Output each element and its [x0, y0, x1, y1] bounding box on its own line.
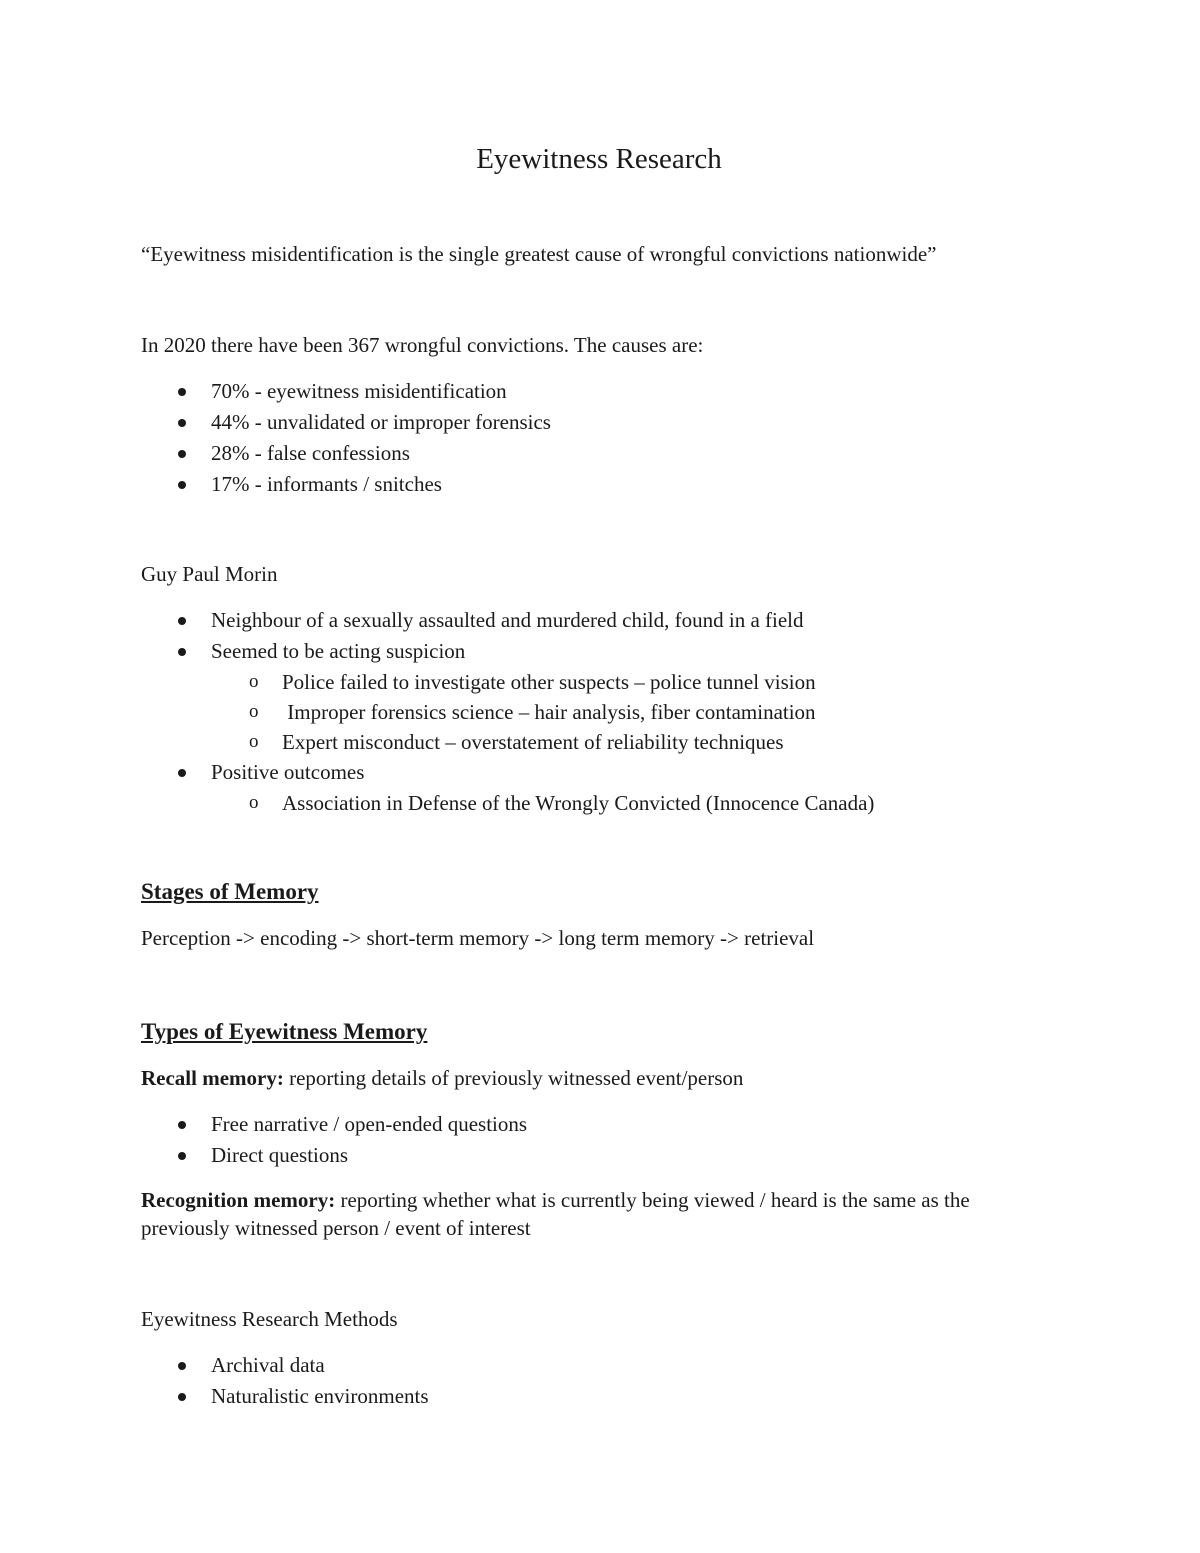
- case-list: [141, 605, 1057, 667]
- recognition-paragraph: [141, 1186, 1041, 1243]
- methods-list: [141, 1350, 1057, 1412]
- recall-text: reporting details of previously witnessed event/person: [283, 1066, 744, 1090]
- list-item: Naturalistic environments: [141, 1381, 1057, 1412]
- recognition-label: Recognition memory:: [141, 1188, 336, 1212]
- stages-text: Perception -> encoding -> short-term memory -> long term memory -> retrieval: [141, 926, 815, 950]
- case-list-2: [141, 757, 1057, 788]
- recall-paragraph: [141, 1064, 1057, 1092]
- list-item: Free narrative / open-ended questions: [141, 1109, 1057, 1140]
- methods-heading: Eyewitness Research Methods: [141, 1307, 398, 1331]
- list-item: Neighbour of a sexually assaulted and murdered child, found in a field: [141, 605, 1057, 636]
- list-item: 70% - eyewitness misidentification: [141, 376, 1057, 407]
- sub-list-item: o Association in Defense of the Wrongly Convicted (Innocence Canada): [141, 788, 1057, 818]
- list-item: 28% - false confessions: [141, 438, 1057, 469]
- case-heading: Guy Paul Morin: [141, 562, 278, 586]
- case-details: [141, 605, 1057, 818]
- recognition-text: reporting whether what is currently being viewed / heard is the same as the previously witnessed person / event of interest: [141, 1188, 970, 1241]
- list-item: Archival data: [141, 1350, 1057, 1381]
- list-item: Seemed to be acting suspicion: [141, 636, 1057, 667]
- list-item: Direct questions: [141, 1140, 1057, 1171]
- list-item: Positive outcomes: [141, 757, 1057, 788]
- quote-paragraph: “Eyewitness misidentification is the single greatest cause of wrongful convictions nationwide”: [141, 242, 937, 266]
- sub-list-item: o Police failed to investigate other suspects – police tunnel vision: [141, 667, 1057, 697]
- document-title: Eyewitness Research: [476, 143, 722, 175]
- case-sublist: [141, 667, 1057, 757]
- stats-list: [141, 376, 1057, 500]
- stages-heading: Stages of Memory: [141, 879, 319, 904]
- case-sublist-2: [141, 788, 1057, 818]
- recall-list: [141, 1109, 1057, 1171]
- list-item: 17% - informants / snitches: [141, 469, 1057, 500]
- sub-list-item: o Expert misconduct – overstatement of reliability techniques: [141, 727, 1057, 757]
- list-item: 44% - unvalidated or improper forensics: [141, 407, 1057, 438]
- recall-label: Recall memory:: [141, 1066, 284, 1090]
- stats-intro: In 2020 there have been 367 wrongful convictions. The causes are:: [141, 333, 704, 357]
- types-heading: Types of Eyewitness Memory: [141, 1019, 428, 1044]
- sub-list-item: o Improper forensics science – hair analysis, fiber contamination: [141, 697, 1057, 727]
